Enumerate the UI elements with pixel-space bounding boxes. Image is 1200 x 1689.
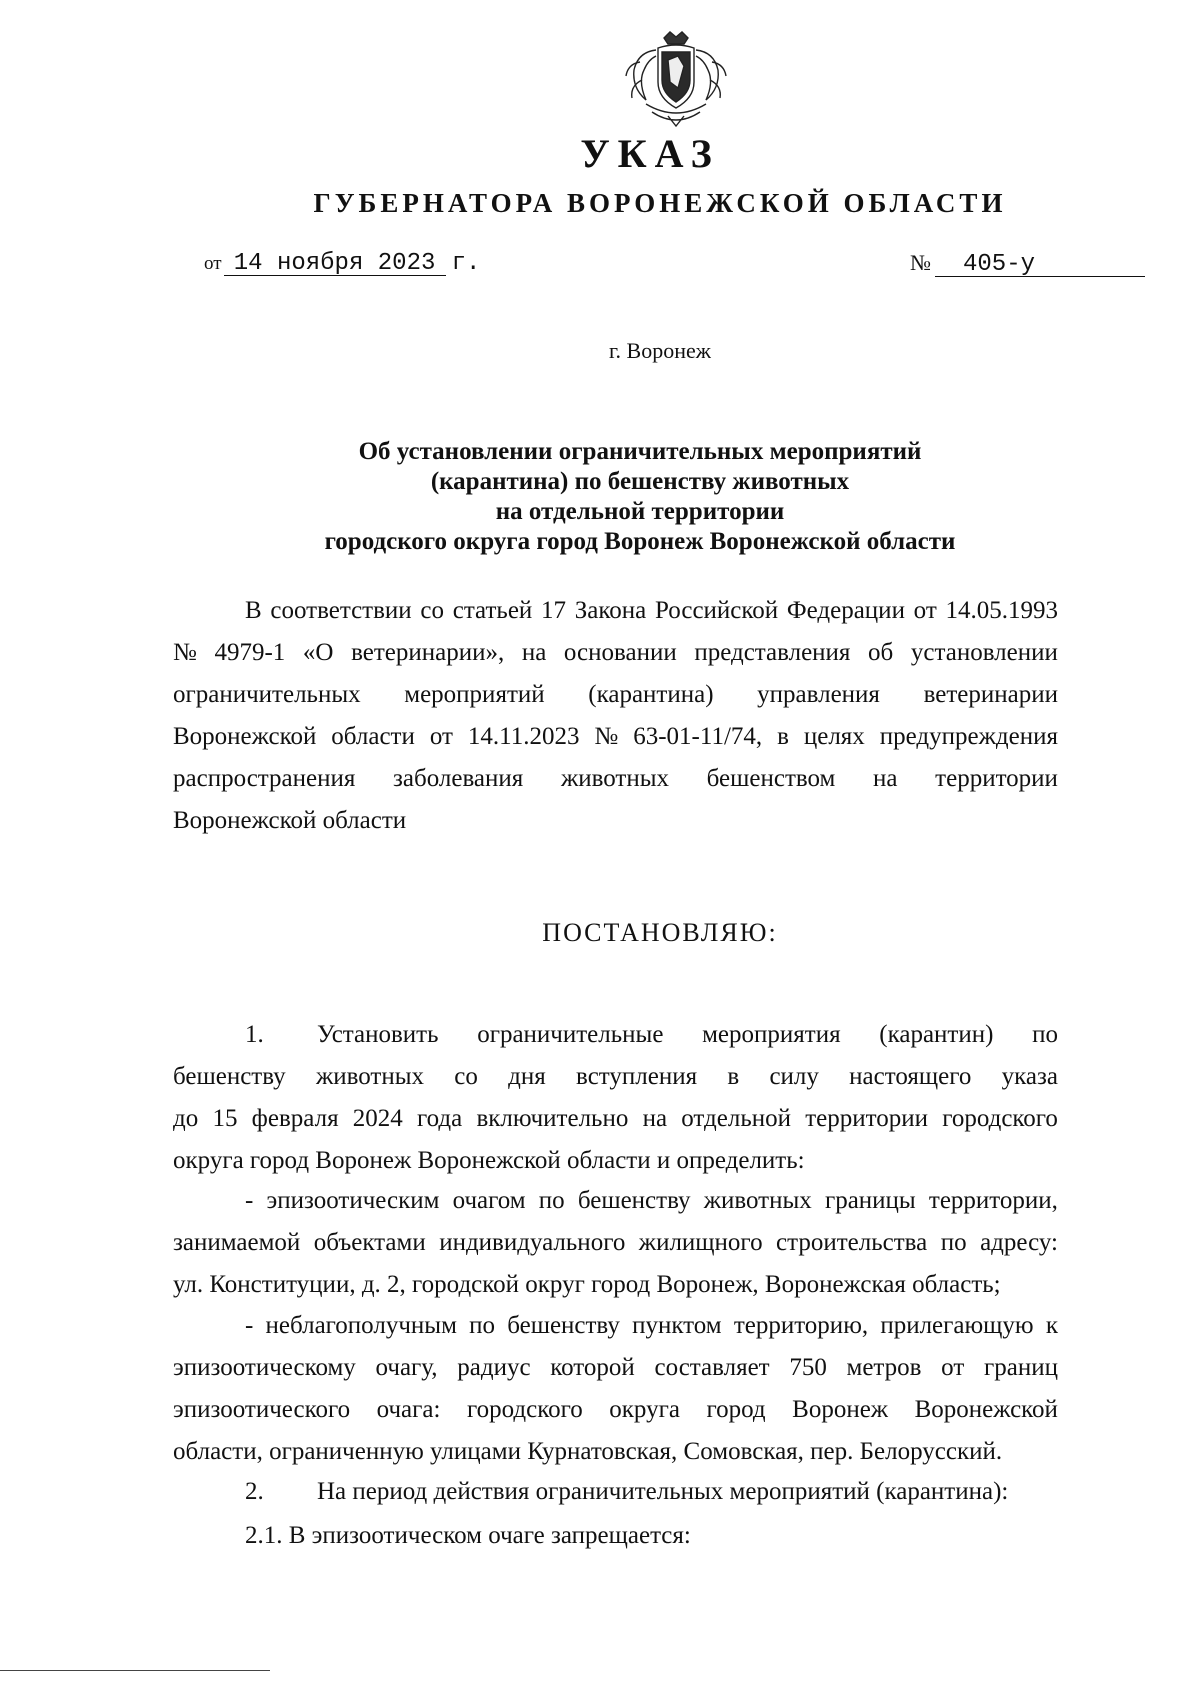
document-title: УКАЗ [580, 131, 720, 176]
word: город [706, 1396, 766, 1423]
word: области [331, 723, 415, 750]
word: Российской [654, 597, 779, 624]
word: № [173, 639, 197, 666]
word: в [727, 1063, 740, 1090]
word: ветеринарии [923, 681, 1058, 708]
justified-line [317, 1014, 1058, 1056]
preamble-paragraph [173, 590, 1058, 842]
word: 14.11.2023 [467, 723, 580, 750]
word: бешенству [577, 1187, 691, 1214]
date-suffix: г. [451, 250, 481, 277]
word: по [940, 1229, 967, 1256]
word: установлении [910, 639, 1058, 666]
date-prefix: от [204, 253, 222, 274]
word: основании [563, 639, 677, 666]
word: отдельной [681, 1105, 791, 1132]
word: до [173, 1105, 199, 1132]
word: строительства [776, 1229, 928, 1256]
word: мероприятий [404, 681, 545, 708]
word: «О [302, 639, 334, 666]
word: к [1045, 1312, 1058, 1339]
word: бешенством [706, 765, 836, 792]
word: животных [560, 765, 669, 792]
word: Воронежской [914, 1396, 1058, 1423]
number-line [910, 250, 1145, 277]
word: представления [694, 639, 851, 666]
word: городского [942, 1105, 1058, 1132]
word: по [538, 1187, 565, 1214]
heading-line: (карантина) по бешенству животных [430, 468, 850, 495]
word: очагом [452, 1187, 526, 1214]
justified-line [173, 1180, 1058, 1222]
item-1-first-line [173, 1014, 1058, 1056]
number-prefix: № [910, 250, 931, 275]
word: на [642, 1105, 668, 1132]
justified-line [173, 1389, 1058, 1431]
item-2-paragraph [173, 1471, 1058, 1513]
footer-rule [0, 1670, 270, 1671]
item-2-line [173, 1471, 1058, 1513]
word: в [777, 723, 789, 750]
word: вступления [576, 1063, 698, 1090]
word: на [873, 765, 898, 792]
word: (карантин) [879, 1021, 994, 1048]
number-value: 405-у [935, 254, 1145, 277]
item-2-text: На период действия ограничительных мероприятий (карантина): [317, 1478, 1009, 1505]
word: распространения [173, 765, 356, 792]
word: метров [846, 1354, 922, 1381]
word: февраля [251, 1105, 339, 1132]
word: по [469, 1312, 495, 1339]
word: управления [757, 681, 880, 708]
word: прилегающую [880, 1312, 1034, 1339]
word: от [941, 1354, 965, 1381]
date-line [204, 250, 480, 277]
city-line: г. Воронеж [609, 338, 711, 363]
word: очагу, [375, 1354, 438, 1381]
word: - [245, 1187, 254, 1214]
bullet-2-paragraph [173, 1305, 1058, 1473]
item-1-paragraph [173, 1014, 1058, 1182]
justified-line [173, 1347, 1058, 1389]
word: очага: [376, 1396, 441, 1423]
word: по [1032, 1021, 1058, 1048]
word: неблагополучным [265, 1312, 457, 1339]
word: включительно [476, 1105, 629, 1132]
last-line: области, ограниченную улицами Курнатовская, Сомовская, пер. Белорусский. [173, 1438, 1003, 1465]
decree-word: ПОСТАНОВЛЯЮ: [542, 918, 778, 947]
word: 15 [212, 1105, 238, 1132]
word: Установить [317, 1021, 439, 1048]
word: статьей [452, 597, 533, 624]
word: территории [805, 1105, 928, 1132]
justified-line [173, 716, 1058, 758]
word: пунктом [632, 1312, 722, 1339]
justified-line [173, 632, 1058, 674]
word: на [521, 639, 547, 666]
justified-line [173, 590, 1058, 632]
word: настоящего [849, 1063, 972, 1090]
word: территорию, [733, 1312, 869, 1339]
word: предупреждения [879, 723, 1058, 750]
word: адресу: [980, 1229, 1058, 1256]
word: 4979-1 [214, 639, 286, 666]
justified-line [173, 1056, 1058, 1098]
word: составляет [654, 1354, 770, 1381]
word: со [420, 597, 444, 624]
word: эпизоотическим [266, 1187, 440, 1214]
word: животных [315, 1063, 425, 1090]
justified-line [173, 1222, 1058, 1264]
word: со [454, 1063, 478, 1090]
word: целях [803, 723, 865, 750]
word: округа [609, 1396, 680, 1423]
word: заболевания [393, 765, 524, 792]
word: соответствии [270, 597, 412, 624]
word: границ [983, 1354, 1058, 1381]
item-2-1-text: 2.1. В эпизоотическом очаге запрещается: [245, 1522, 691, 1549]
document-heading [230, 437, 1050, 557]
justified-line [173, 674, 1058, 716]
word: 14.05.1993 [945, 597, 1058, 624]
word: Закона [574, 597, 647, 624]
word: указа [1001, 1063, 1058, 1090]
item-1-number: 1. [245, 1021, 264, 1048]
word: об [868, 639, 894, 666]
word: ветеринарии», [351, 639, 505, 666]
word: 63-01-11/74, [633, 723, 763, 750]
word: от [429, 723, 453, 750]
last-line: Воронежской области [173, 807, 407, 834]
word: животных [703, 1187, 812, 1214]
heading-line: на отдельной территории [495, 498, 785, 525]
word: Федерации [786, 597, 905, 624]
word: 17 [541, 597, 567, 624]
bullet-1-paragraph [173, 1180, 1058, 1306]
word: территории, [928, 1187, 1058, 1214]
word: бешенству [173, 1063, 286, 1090]
document-subtitle: ГУБЕРНАТОРА ВОРОНЕЖСКОЙ ОБЛАСТИ [313, 188, 1007, 218]
word: В [245, 597, 262, 624]
word: ограничительных [173, 681, 361, 708]
word: индивидуального [439, 1229, 626, 1256]
word: городского [466, 1396, 583, 1423]
word: Воронежской [173, 723, 317, 750]
word: № [594, 723, 619, 750]
last-line: округа город Воронеж Воронежской области и определить: [173, 1147, 805, 1174]
justified-line [173, 1098, 1058, 1140]
word: (карантина) [588, 681, 714, 708]
word: - [245, 1312, 254, 1339]
word: силу [769, 1063, 819, 1090]
word: ограничительные [477, 1021, 664, 1048]
word: 2024 [352, 1105, 403, 1132]
date-value: 14 ноября 2023 [224, 253, 446, 276]
item-2-1-paragraph [173, 1515, 1058, 1557]
word: от [913, 597, 937, 624]
last-line: ул. Конституции, д. 2, городской округ город Воронеж, Воронежская область; [173, 1271, 1001, 1298]
word: Воронеж [792, 1396, 889, 1423]
word: эпизоотического [173, 1396, 351, 1423]
word: территории [935, 765, 1058, 792]
word: 750 [789, 1354, 827, 1381]
word: дня [508, 1063, 546, 1090]
coat-of-arms-emblem [618, 30, 736, 130]
justified-line [173, 1305, 1058, 1347]
item-2-number: 2. [245, 1478, 264, 1505]
word: эпизоотическому [173, 1354, 356, 1381]
heading-line: Об установлении ограничительных мероприятий [358, 438, 922, 465]
word: года [417, 1105, 463, 1132]
word: которой [550, 1354, 635, 1381]
word: объектами [313, 1229, 426, 1256]
word: мероприятия [702, 1021, 841, 1048]
word: границы [824, 1187, 916, 1214]
word: радиус [457, 1354, 531, 1381]
word: жилищного [638, 1229, 763, 1256]
justified-line [173, 758, 1058, 800]
heading-line: городского округа город Воронеж Воронежской области [324, 528, 956, 555]
word: занимаемой [173, 1229, 301, 1256]
word: бешенству [507, 1312, 620, 1339]
